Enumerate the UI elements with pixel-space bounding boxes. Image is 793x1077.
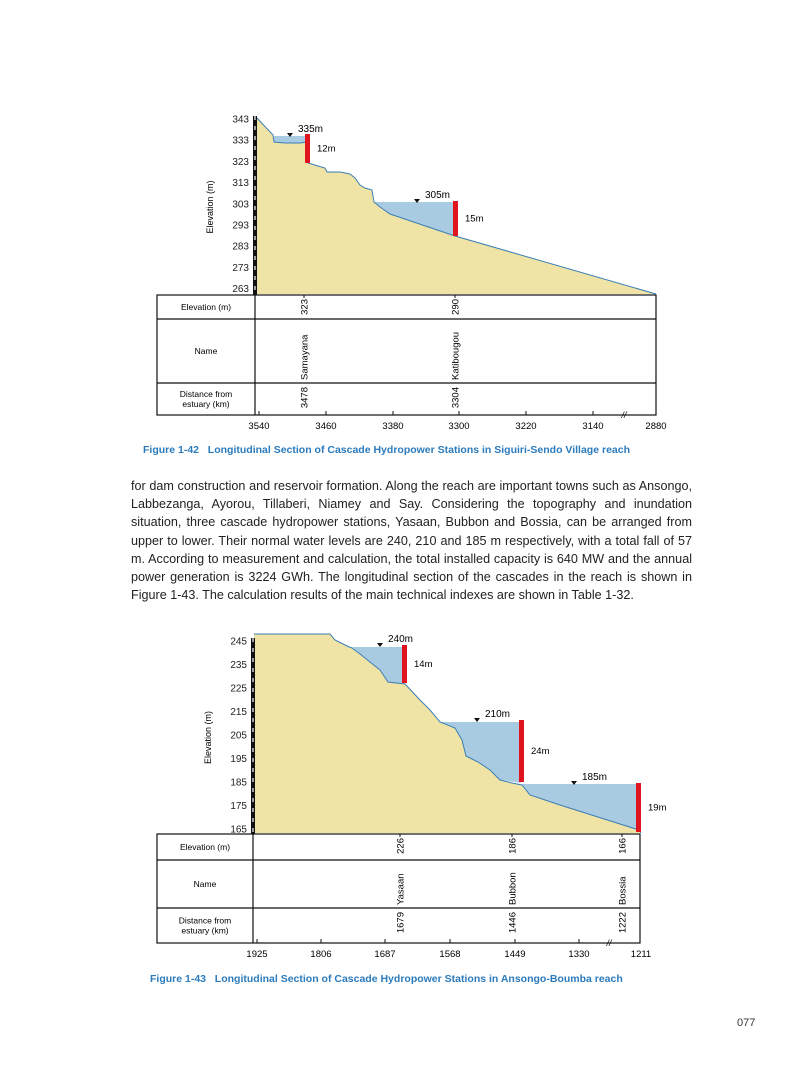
caption-number: Figure 1-42	[143, 444, 200, 456]
y-axis-label: Elevation (m)	[203, 710, 213, 765]
head-label: 24m	[531, 746, 550, 757]
station-distance: 1679	[395, 912, 407, 934]
station-elevation: 323	[299, 299, 311, 315]
y-tick-label: 245	[230, 636, 247, 648]
x-tick-label: 1330	[568, 949, 590, 960]
row-label-distance: Distance from	[179, 389, 233, 399]
x-tick-label: 3220	[515, 421, 537, 432]
head-label: 12m	[317, 143, 336, 155]
figure-1-43-caption	[150, 973, 623, 985]
x-tick-label: 1687	[374, 949, 396, 960]
row-label-name: Name	[194, 346, 218, 356]
water-level-label: 240m	[388, 634, 414, 645]
water-level-label: 305m	[425, 190, 451, 201]
caption-text: Longitudinal Section of Cascade Hydropower Stations in Ansongo-Boumba reach	[214, 973, 623, 985]
y-tick-label: 323	[232, 156, 249, 168]
station-elevation: 186	[507, 838, 519, 854]
y-tick-label: 293	[232, 220, 249, 232]
dam-bar	[519, 720, 524, 782]
y-axis-label: Elevation (m)	[205, 180, 215, 234]
y-tick-label: 225	[230, 683, 247, 695]
station-name: Bossia	[617, 876, 629, 905]
water-level-label: 335m	[298, 124, 324, 135]
caption-number: Figure 1-43	[150, 973, 207, 985]
dam-bar	[636, 783, 641, 832]
head-label: 14m	[414, 659, 433, 670]
row-label-elevation: Elevation (m)	[179, 842, 231, 852]
row-label-distance: Distance from	[178, 915, 232, 926]
x-tick-label: 1806	[310, 949, 332, 960]
x-tick-label: 3140	[582, 421, 604, 432]
x-tick-label: 3300	[448, 421, 470, 432]
y-tick-label: 263	[232, 284, 249, 296]
water-level-label: 210m	[485, 709, 511, 720]
y-tick-label: 273	[232, 262, 249, 274]
station-name: Yasaan	[395, 873, 407, 905]
station-elevation: 166	[617, 838, 629, 854]
x-tick-label: 1211	[630, 949, 652, 960]
dam-bar	[402, 645, 407, 683]
station-elevation: 290	[450, 299, 462, 315]
body-paragraph: for dam construction and reservoir formation. Along the reach are important towns such as Ansongo, Labbezanga, Ayorou, Tillaberi, Niamey and Say. Considering the topography and inundation situation, three cascade hydropower stations, Yasaan, Bubbon and Bossia, can be arranged from upper to lower. Their normal water levels are 240, 210 and 185 m respectively, with a total fall of 57 m. According to measurement and calculation, the total installed capacity is 640 MW and the annual power generation is 3224 GWh. The longitudinal section of the cascades in the reach is shown in Figure 1-43. The calculation results of the main technical indexes are shown in Table 1-32.	[131, 479, 692, 603]
x-tick-label: 3460	[315, 421, 337, 432]
y-tick-label: 343	[232, 114, 249, 126]
y-tick-label: 215	[230, 707, 247, 718]
x-tick-label: 1925	[246, 949, 268, 960]
y-tick-label: 313	[232, 178, 249, 190]
station-elevation: 226	[395, 838, 407, 854]
y-tick-label: 175	[230, 801, 247, 812]
x-tick-label: 3380	[382, 421, 404, 432]
row-label-distance: estuary (km)	[182, 399, 230, 409]
x-tick-label: 3540	[248, 421, 270, 432]
caption-text: Longitudinal Section of Cascade Hydropower Stations in Siguiri-Sendo Village reach	[207, 444, 631, 456]
y-tick-label: 333	[232, 135, 249, 147]
station-name: Bubbon	[507, 872, 519, 905]
row-label-name: Name	[193, 879, 217, 889]
head-label: 15m	[465, 213, 484, 225]
station-distance: 1446	[507, 912, 519, 934]
station-distance: 3478	[299, 387, 311, 409]
y-tick-label: 185	[230, 777, 247, 789]
axis-break-mark: //	[621, 410, 627, 420]
y-tick-label: 283	[232, 241, 249, 253]
y-tick-label: 165	[230, 824, 247, 836]
station-distance: 3304	[450, 387, 462, 409]
water-level-label: 185m	[582, 772, 608, 783]
x-tick-label: 2880	[645, 421, 667, 432]
y-tick-label: 303	[232, 199, 249, 211]
head-label: 19m	[648, 802, 667, 814]
y-tick-label: 235	[230, 660, 247, 671]
station-name: Samayana	[299, 334, 311, 380]
station-name: Katibougou	[450, 331, 462, 380]
x-tick-label: 1568	[439, 949, 461, 960]
water-level-marker	[377, 643, 383, 647]
y-tick-label: 195	[230, 754, 247, 765]
y-tick-label: 205	[230, 730, 247, 742]
axis-break-mark: //	[606, 938, 612, 948]
x-tick-label: 1449	[504, 949, 526, 960]
row-label-elevation: Elevation (m)	[180, 302, 232, 312]
water-level-marker	[474, 718, 480, 722]
row-label-distance: estuary (km)	[181, 925, 229, 936]
station-distance: 1222	[617, 912, 629, 934]
page-number: 077	[737, 1017, 756, 1029]
